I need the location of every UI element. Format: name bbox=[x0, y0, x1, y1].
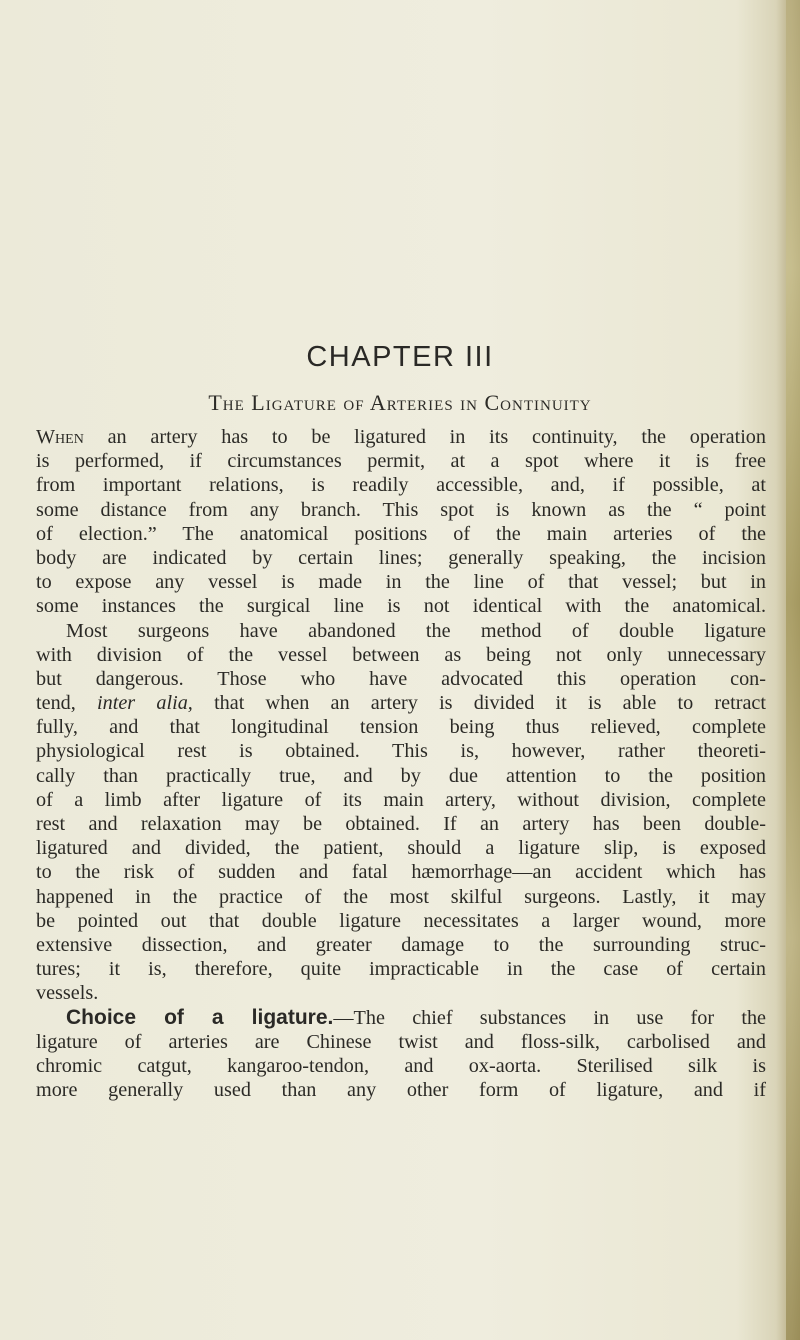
lead-word: When bbox=[36, 426, 84, 448]
text-line: be pointed out that double ligature necessitates a larger wound, more bbox=[36, 909, 766, 932]
text-line: chromic catgut, kangaroo-tendon, and ox-aorta. Sterilised silk is bbox=[36, 1054, 766, 1077]
text-line: vessels. bbox=[36, 982, 99, 1005]
text-line: of election.” The anatomical positions of the main arteries of the bbox=[36, 522, 766, 545]
page-edge bbox=[786, 0, 800, 1340]
text-line: When an artery has to be ligatured in its continuity, the operation bbox=[36, 426, 766, 448]
text-line: tend, inter alia, that when an artery is divided it is able to retract bbox=[36, 692, 766, 715]
text-line: Choice of a ligature.—The chief substances in use for the bbox=[66, 1005, 767, 1029]
text-line: from important relations, is readily accessible, and, if possible, at bbox=[36, 474, 766, 497]
text-line: more generally used than any other form of ligature, and if bbox=[36, 1079, 766, 1102]
text-line: rest and relaxation may be obtained. If an artery has been double- bbox=[36, 813, 766, 835]
text-line: cally than practically true, and by due attention to the position bbox=[36, 764, 766, 787]
text-line: physiological rest is obtained. This is, however, rather theoreti- bbox=[36, 740, 766, 763]
text-line: ligatured and divided, the patient, should a ligature slip, is exposed bbox=[36, 837, 766, 860]
text-line: to the risk of sudden and fatal hæmorrhage—an accident which has bbox=[36, 861, 766, 884]
text-line: some instances the surgical line is not identical with the anatomical. bbox=[36, 595, 766, 618]
text-line: is performed, if circumstances permit, at a spot where it is free bbox=[36, 450, 766, 473]
section-title: The Ligature of Arteries in Continuity bbox=[208, 390, 592, 415]
text-line: of a limb after ligature of its main artery, without division, complete bbox=[36, 788, 766, 811]
chapter-title: CHAPTER III bbox=[306, 341, 494, 373]
text-line: but dangerous. Those who have advocated this operation con- bbox=[36, 667, 766, 690]
section-heading: Choice of a ligature. bbox=[66, 1005, 334, 1029]
text-line: tures; it is, therefore, quite impracticable in the case of certain bbox=[36, 958, 766, 981]
text-line: body are indicated by certain lines; generally speaking, the incision bbox=[36, 546, 766, 569]
text-line: ligature of arteries are Chinese twist and floss-silk, carbolised and bbox=[36, 1030, 766, 1053]
text-line: extensive dissection, and greater damage to the surrounding struc- bbox=[36, 933, 766, 956]
text-line: happened in the practice of the most skilful surgeons. Lastly, it may bbox=[36, 885, 766, 908]
text-line: with division of the vessel between as being not only unnecessary bbox=[36, 643, 766, 666]
text-line: fully, and that longitudinal tension being thus relieved, complete bbox=[36, 716, 766, 739]
text-line: to expose any vessel is made in the line of that vessel; but in bbox=[36, 571, 766, 594]
body-text bbox=[36, 425, 766, 1102]
text-line: some distance from any branch. This spot is known as the “ point bbox=[36, 498, 766, 521]
latin-phrase: inter alia, bbox=[97, 692, 193, 715]
text-line: Most surgeons have abandoned the method of double ligature bbox=[66, 619, 766, 642]
